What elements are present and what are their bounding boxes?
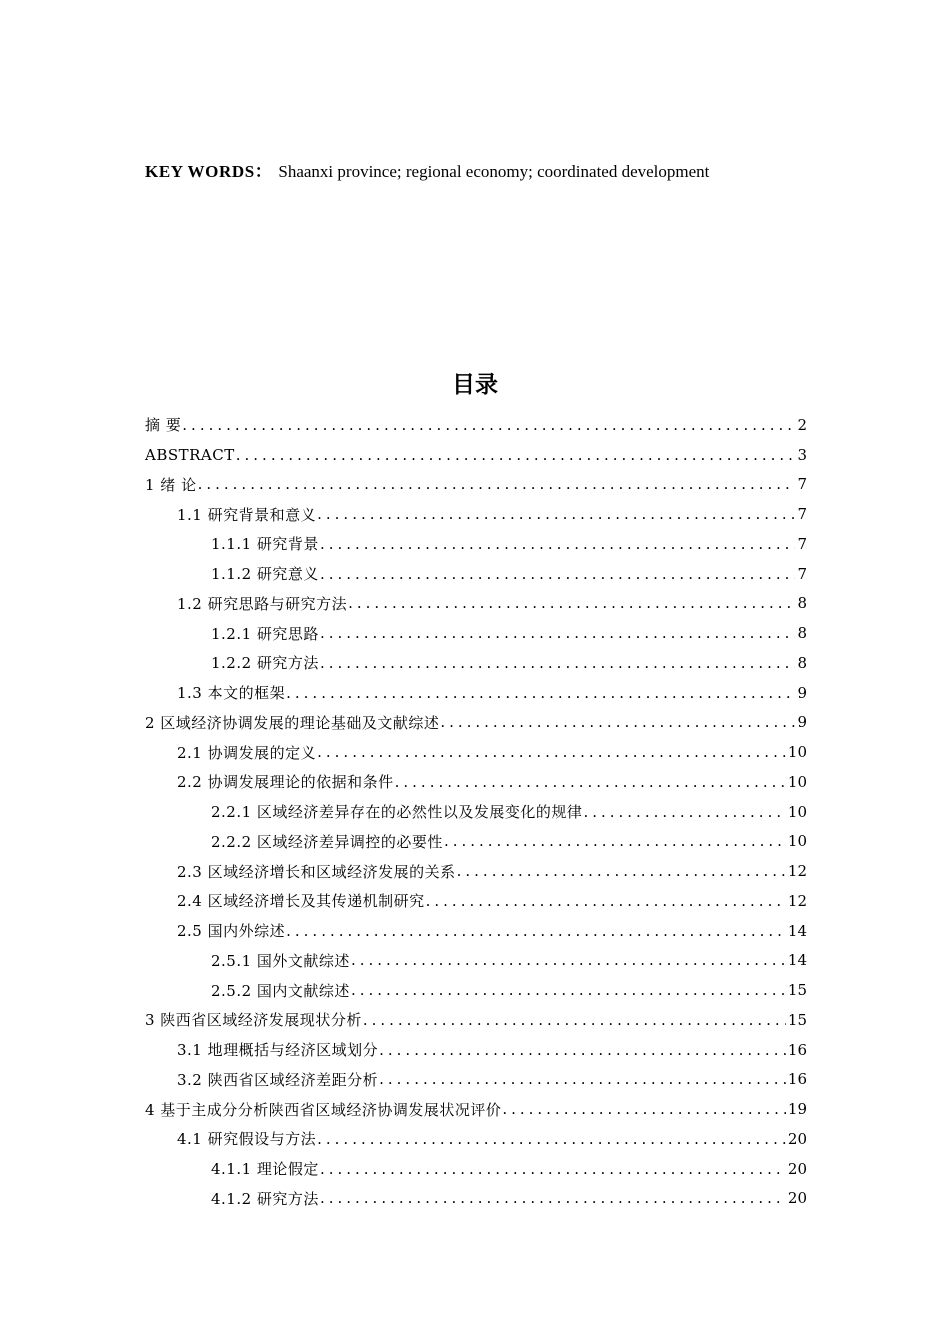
toc-entry-label: 1.2.2 研究方法 [211, 654, 319, 673]
toc-page-number: 8 [797, 594, 807, 613]
toc-dot-leader [286, 922, 786, 940]
toc-dot-leader [502, 1100, 786, 1118]
toc-entry-label: 4.1.1 理论假定 [211, 1160, 319, 1179]
toc-dot-leader [351, 951, 786, 969]
toc-entry[interactable] [145, 827, 807, 857]
toc-entry-label: 3.1 地理概括与经济区域划分 [177, 1041, 379, 1060]
toc-page-number: 8 [797, 624, 807, 643]
toc-title: 目录 [452, 372, 498, 398]
toc-entry-label: 2 区域经济协调发展的理论基础及文献综述 [145, 713, 440, 732]
toc-page-number: 7 [797, 475, 807, 494]
toc-page-number: 16 [787, 1070, 807, 1089]
toc-page-number: 3 [797, 445, 807, 464]
toc-page-number: 12 [787, 862, 807, 881]
toc-dot-leader [317, 1130, 786, 1148]
toc-entry-label: ABSTRACT [145, 445, 235, 464]
toc-dot-leader [583, 803, 785, 821]
toc-dot-leader [286, 684, 795, 702]
toc-entry[interactable] [145, 648, 807, 678]
toc-entry-label: 4.1.2 研究方法 [211, 1189, 319, 1208]
toc-dot-leader [198, 475, 796, 493]
toc-dot-leader [379, 1041, 786, 1059]
keywords-line [145, 157, 709, 182]
toc-entry-label: 2.2.1 区域经济差异存在的必然性以及发展变化的规律 [211, 803, 583, 822]
toc-dot-leader [348, 594, 795, 612]
toc-page-number: 15 [787, 1010, 807, 1029]
toc-entry[interactable] [145, 529, 807, 559]
toc-entry[interactable] [145, 440, 807, 470]
toc-entry-label: 2.1 协调发展的定义 [177, 743, 317, 762]
toc-dot-leader [363, 1011, 786, 1029]
toc-page-number: 16 [787, 1040, 807, 1059]
toc-entry[interactable] [145, 499, 807, 529]
toc-entry[interactable] [145, 559, 807, 589]
toc-entry[interactable] [145, 737, 807, 767]
toc-dot-leader [320, 624, 796, 642]
toc-entry[interactable] [145, 1005, 807, 1035]
toc-entry-label: 2.4 区域经济增长及其传递机制研究 [177, 892, 425, 911]
toc-entry-label: 1 绪 论 [145, 475, 197, 494]
toc-page-number: 14 [787, 921, 807, 940]
toc-entry[interactable] [145, 470, 807, 500]
toc-entry-label: 1.2 研究思路与研究方法 [177, 594, 348, 613]
toc-entry[interactable] [145, 589, 807, 619]
toc-page-number: 7 [797, 564, 807, 583]
toc-entry-label: 摘 要 [145, 416, 182, 435]
toc-page-number: 10 [787, 743, 807, 762]
toc-entry-label: 3 陕西省区域经济发展现状分析 [145, 1011, 362, 1030]
toc-entry[interactable] [145, 767, 807, 797]
toc-page-number: 9 [797, 683, 807, 702]
toc-entry[interactable] [145, 678, 807, 708]
toc-dot-leader [440, 713, 795, 731]
toc-dot-leader [395, 773, 786, 791]
toc-entry[interactable] [145, 1035, 807, 1065]
toc-dot-leader [351, 981, 786, 999]
toc-dot-leader [379, 1070, 786, 1088]
toc-dot-leader [320, 565, 796, 583]
toc-entry[interactable] [145, 946, 807, 976]
toc-entry-label: 2.2.2 区域经济差异调控的必要性 [211, 832, 443, 851]
keywords-label: KEY WORDS： [145, 162, 273, 181]
toc-entry[interactable] [145, 1154, 807, 1184]
toc-page-number: 9 [797, 713, 807, 732]
toc-entry[interactable] [145, 1124, 807, 1154]
toc-entry[interactable] [145, 1094, 807, 1124]
toc-page-number: 20 [787, 1159, 807, 1178]
toc-entry[interactable] [145, 1184, 807, 1214]
toc-entry-label: 4.1 研究假设与方法 [177, 1130, 317, 1149]
toc-entry[interactable] [145, 618, 807, 648]
toc-entry[interactable] [145, 975, 807, 1005]
toc-dot-leader [320, 1160, 786, 1178]
toc-page-number: 2 [797, 415, 807, 434]
toc-entry[interactable] [145, 1065, 807, 1095]
toc-dot-leader [317, 743, 786, 761]
toc-entry-label: 1.2.1 研究思路 [211, 624, 319, 643]
toc-dot-leader [317, 505, 795, 523]
toc-page-number: 8 [797, 653, 807, 672]
toc-entry-label: 3.2 陕西省区域经济差距分析 [177, 1070, 379, 1089]
toc-page-number: 15 [787, 981, 807, 1000]
toc-dot-leader [444, 832, 786, 850]
toc-page-number: 14 [787, 951, 807, 970]
toc-entry-label: 2.5 国内外综述 [177, 922, 286, 941]
toc-page-number: 20 [787, 1189, 807, 1208]
toc-entry-label: 1.3 本文的框架 [177, 684, 286, 703]
table-of-contents [145, 410, 807, 1213]
toc-entry-label: 2.2 协调发展理论的依据和条件 [177, 773, 394, 792]
toc-dot-leader [182, 416, 795, 434]
keywords-text: Shaanxi province; regional economy; coordinated development [278, 162, 710, 181]
toc-page-number: 7 [797, 534, 807, 553]
toc-dot-leader [320, 535, 796, 553]
toc-entry[interactable] [145, 886, 807, 916]
toc-entry-label: 1.1.1 研究背景 [211, 535, 319, 554]
toc-dot-leader [320, 1189, 786, 1207]
toc-entry[interactable] [145, 856, 807, 886]
toc-page-number: 20 [787, 1129, 807, 1148]
toc-dot-leader [236, 446, 796, 464]
toc-entry-label: 2.5.2 国内文献综述 [211, 981, 350, 1000]
toc-entry[interactable] [145, 916, 807, 946]
toc-dot-leader [320, 654, 796, 672]
toc-entry[interactable] [145, 708, 807, 738]
toc-entry-label: 1.1 研究背景和意义 [177, 505, 317, 524]
toc-entry[interactable] [145, 410, 807, 440]
toc-entry[interactable] [145, 797, 807, 827]
toc-page-number: 7 [797, 505, 807, 524]
toc-page-number: 12 [787, 891, 807, 910]
toc-page-number: 10 [787, 772, 807, 791]
toc-page-number: 19 [787, 1100, 807, 1119]
toc-entry-label: 2.5.1 国外文献综述 [211, 951, 350, 970]
toc-entry-label: 2.3 区域经济增长和区域经济发展的关系 [177, 862, 456, 881]
toc-dot-leader [426, 892, 786, 910]
toc-page-number: 10 [787, 832, 807, 851]
toc-dot-leader [457, 862, 786, 880]
toc-entry-label: 4 基于主成分分析陕西省区域经济协调发展状况评价 [145, 1100, 502, 1119]
toc-entry-label: 1.1.2 研究意义 [211, 565, 319, 584]
toc-page-number: 10 [787, 802, 807, 821]
